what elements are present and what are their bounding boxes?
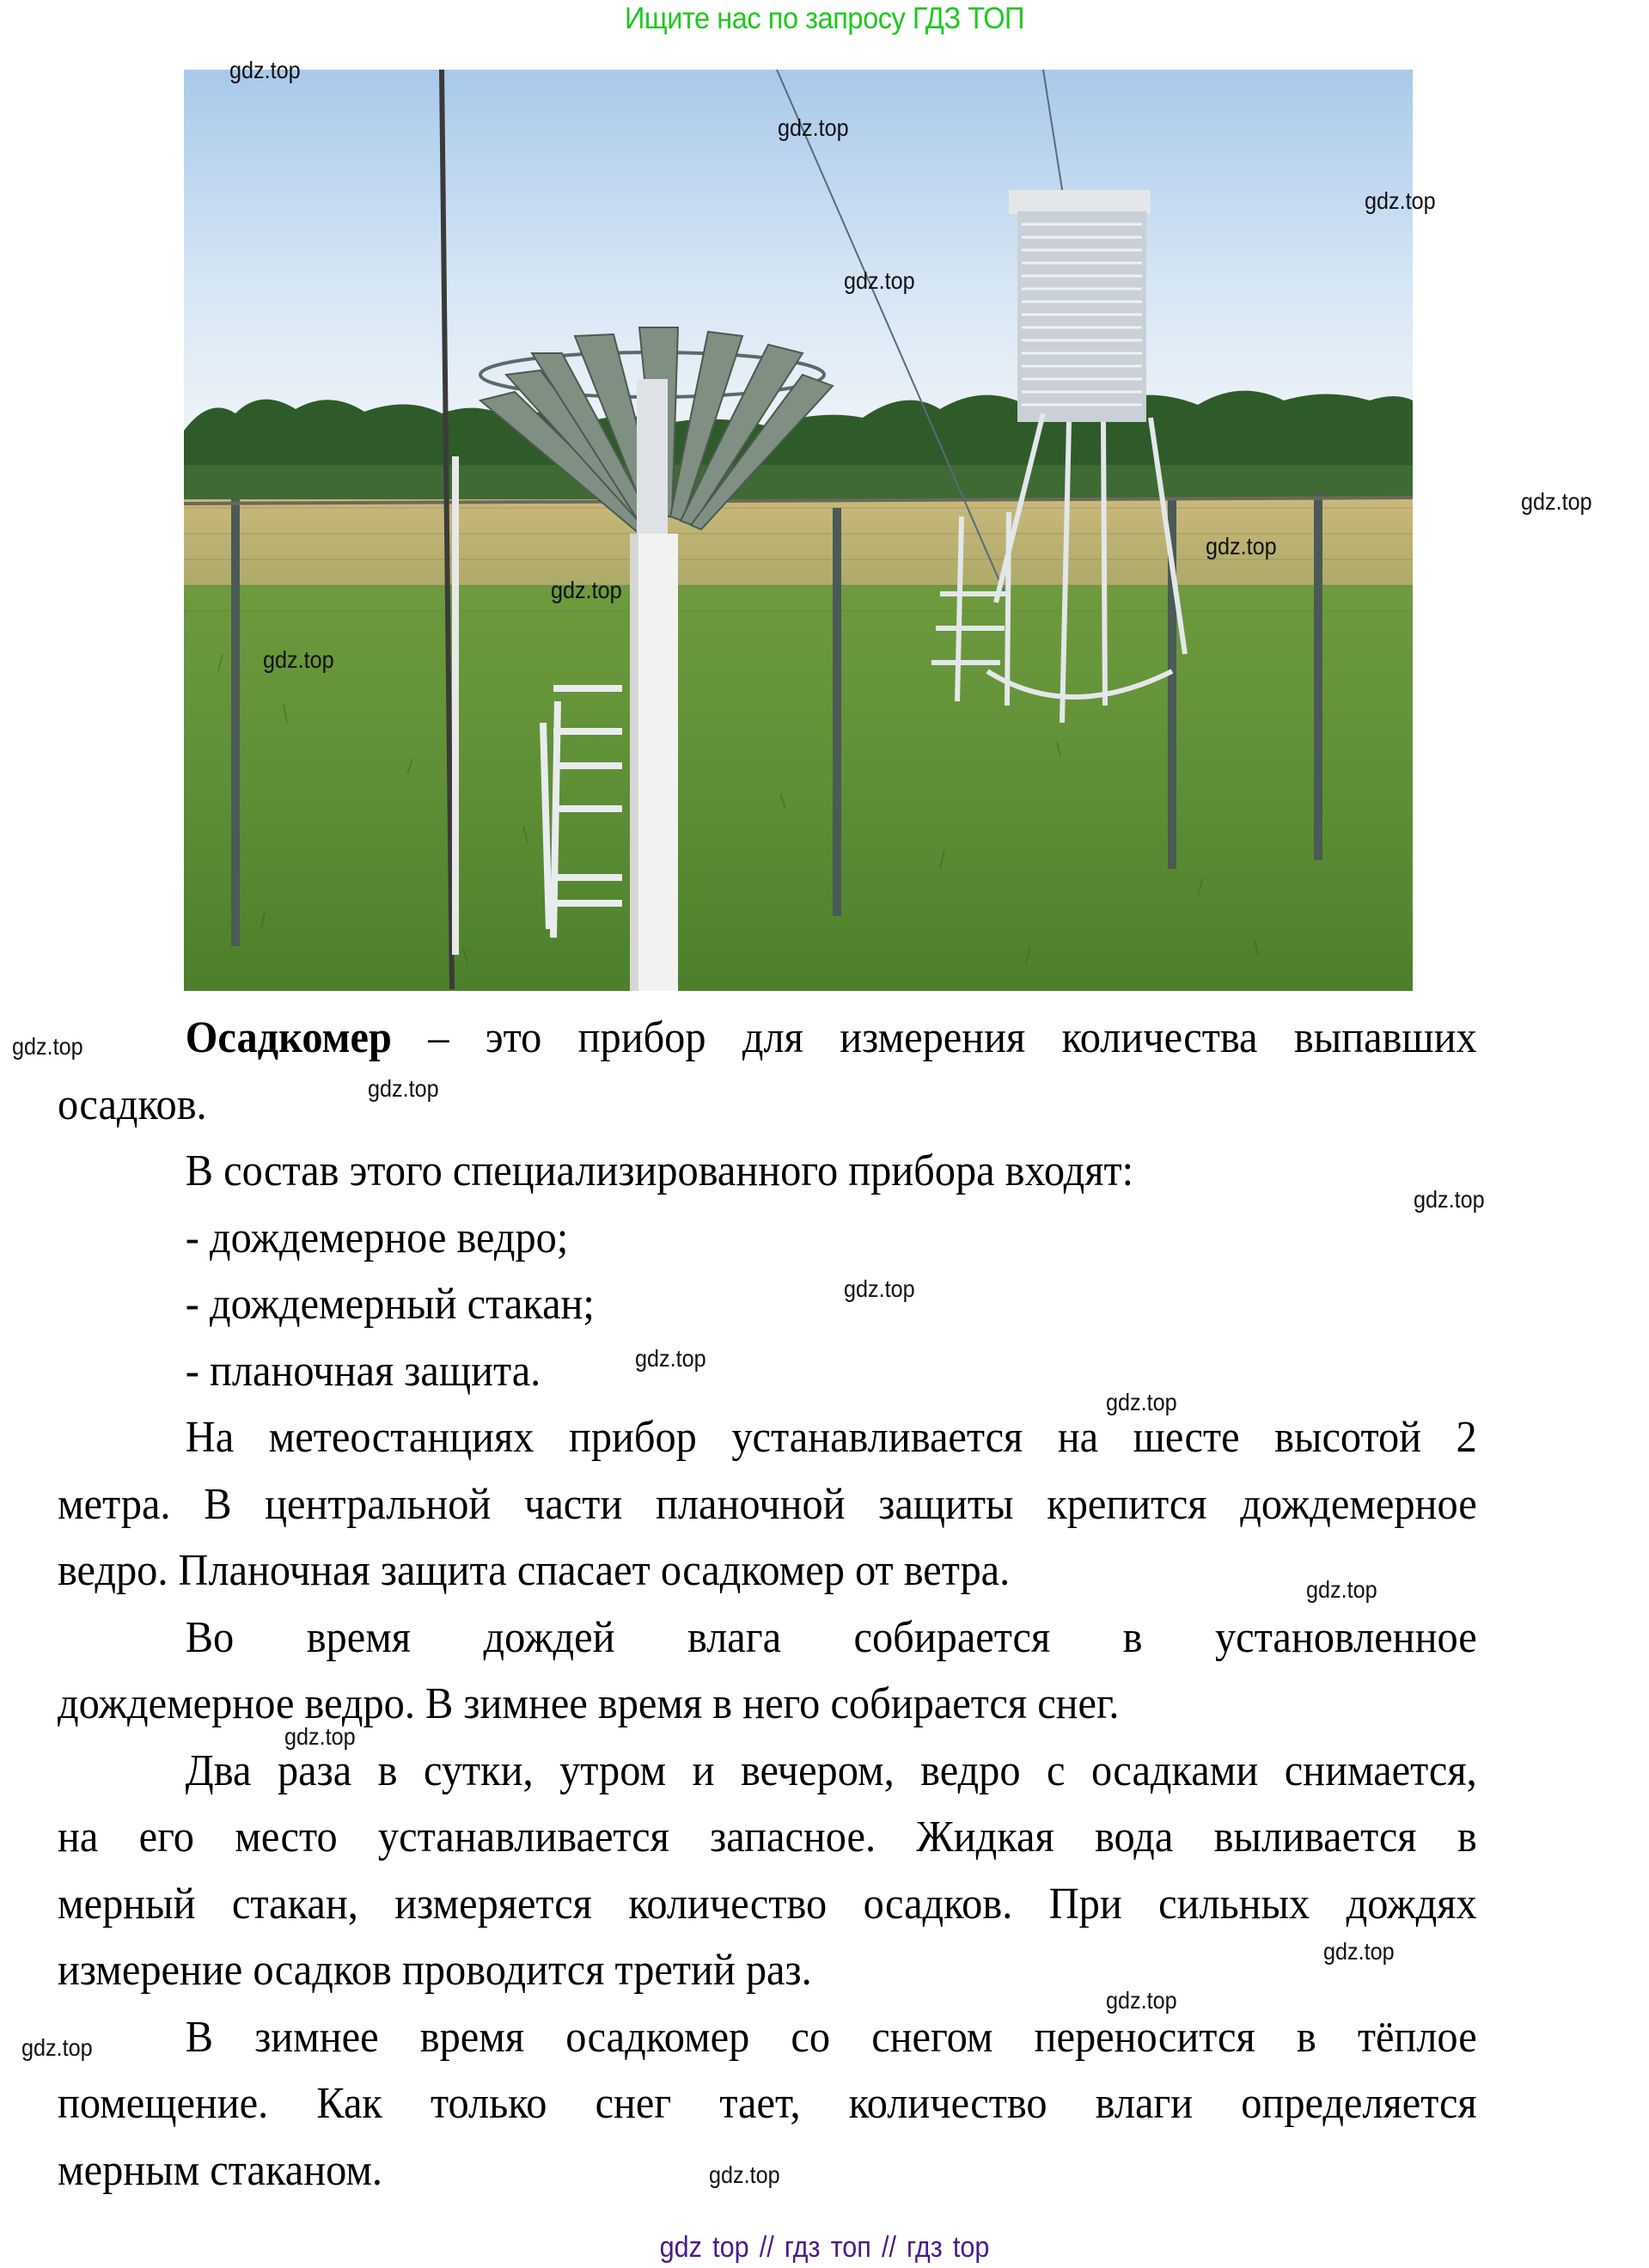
footer-links-text: gdz top // гдз топ // гдз top — [659, 2231, 990, 2264]
watermark-label: gdz.top — [778, 114, 849, 141]
watermark-label: gdz.top — [1206, 533, 1277, 559]
article-body — [58, 1005, 1584, 2204]
watermark-label: gdz.top — [21, 2034, 93, 2061]
paragraph-line: осадков. — [58, 1079, 207, 1129]
watermark-label: gdz.top — [709, 2161, 780, 2188]
watermark-label: gdz.top — [229, 57, 301, 83]
watermark-label: gdz.top — [368, 1075, 439, 1102]
watermark-label: gdz.top — [284, 1723, 356, 1750]
watermark-label: gdz.top — [1106, 1389, 1177, 1415]
watermark-label: gdz.top — [635, 1345, 706, 1372]
watermark-label: gdz.top — [1306, 1576, 1377, 1603]
paragraph-line: измерение осадков проводится третий раз. — [58, 1946, 812, 1995]
watermark-label: gdz.top — [1323, 1938, 1395, 1965]
paragraph-line: на его место устанавливается запасное. Жидкая вода выливается в — [58, 1813, 1477, 1861]
term-bold: Осадкомер — [185, 1013, 392, 1062]
watermark-label: gdz.top — [844, 267, 915, 294]
list-item: - планочная защита. — [185, 1346, 541, 1396]
paragraph-line: помещение. Как только снег тает, количество влаги определяется — [58, 2079, 1477, 2128]
paragraph-line: Осадкомер – это прибор для измерения количества выпавших — [185, 1013, 1477, 1062]
watermark-label: gdz.top — [1106, 1987, 1177, 2014]
watermark-label: gdz.top — [12, 1033, 83, 1060]
watermark-label: gdz.top — [1414, 1186, 1485, 1213]
watermark-label: gdz.top — [1365, 187, 1436, 214]
paragraph-line: дождемерное ведро. В зимнее время в него собирается снег. — [58, 1679, 1120, 1728]
watermark-label: gdz.top — [263, 646, 334, 673]
watermark-label: gdz.top — [844, 1275, 915, 1302]
paragraph-line: метра. В центральной части планочной защиты крепится дождемерное — [58, 1479, 1477, 1529]
paragraph-line: Два раза в сутки, утром и вечером, ведро с осадками снимается, — [185, 1745, 1477, 1795]
paragraph-line: На метеостанциях прибор устанавливается на шесте высотой 2 — [185, 1413, 1477, 1462]
list-item: - дождемерное ведро; — [185, 1213, 569, 1262]
watermark-label: gdz.top — [551, 577, 622, 603]
paragraph-line: ведро. Планочная защита спасает осадкомер от ветра. — [58, 1546, 1011, 1595]
paragraph-line: мерный стакан, измеряется количество осадков. При сильных дождях — [58, 1879, 1477, 1929]
paragraph-line: Во время дождей влага собирается в установленное — [185, 1612, 1477, 1662]
list-item: - дождемерный стакан; — [185, 1280, 595, 1329]
search-prompt-banner: Ищите нас по запросу ГДЗ ТОП — [625, 2, 1024, 35]
paragraph-line: мерным стаканом. — [58, 2145, 383, 2195]
paragraph-line: В состав этого специализированного прибора входят: — [185, 1146, 1134, 1195]
paragraph-line: В зимнее время осадкомер со снегом переносится в тёплое — [185, 2012, 1477, 2062]
watermark-label: gdz.top — [1521, 488, 1592, 515]
precipitation-gauge-photo — [184, 70, 1413, 991]
